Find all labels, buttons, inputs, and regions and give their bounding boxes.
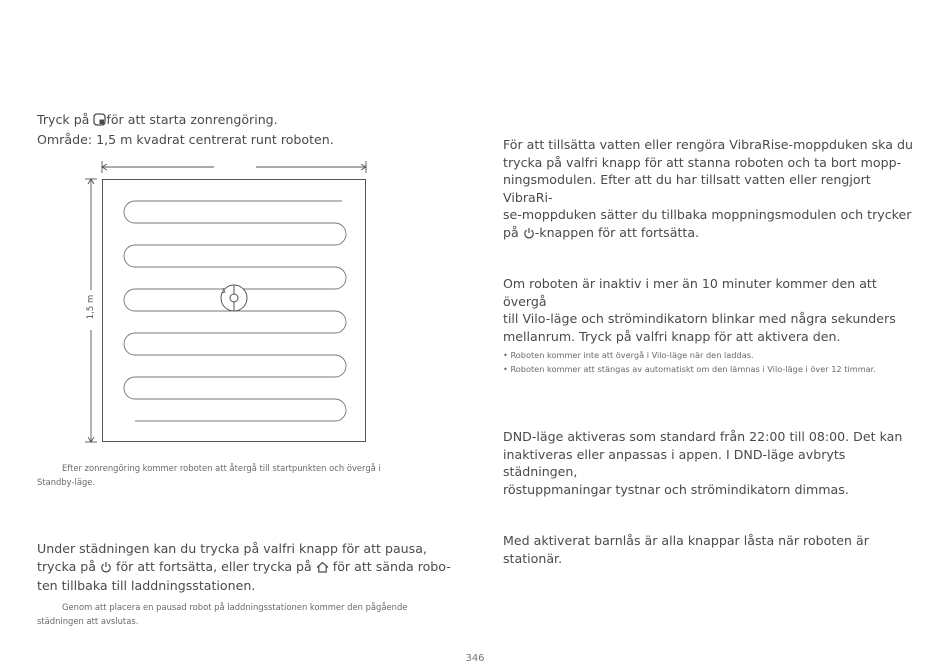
child-lock-paragraph: Med aktiverat barnlås är alla knappar låsta när roboten är stationär. [503, 533, 869, 566]
zone-instruction-line1: Tryck på för att starta zonrengöring. [37, 111, 334, 131]
zone-note: Efter zonrengöring kommer roboten att återgå till startpunkten och övergå i Standby-läge. [37, 463, 381, 487]
home-icon [316, 560, 329, 578]
zone-instruction [37, 111, 334, 148]
zone-cleaning-diagram [80, 155, 380, 450]
page-number: 346 [465, 653, 485, 664]
width-dimension [102, 161, 366, 173]
sleep-mode-paragraph: Om roboten är inaktiv i mer än 10 minuter kommer den att övergå till Vilo-läge och strömindikatorn blinkar med några sekunders mellanrum. Tryck på valfri knapp för att aktivera den. [503, 276, 896, 344]
power-icon [523, 226, 535, 244]
dimension-label: 1,5 m [86, 294, 96, 320]
water-refill-paragraph: För att tillsätta vatten eller rengöra VibraRise-moppduken ska du trycka på valfri knapp för att stanna roboten och ta bort mopp- ningsmodulen. Efter att du har tillsatt vatten eller rengjort VibraRi- se-moppduken sätter du tillbaka moppningsmodulen och trycker på -knappen för att fortsätta. [503, 136, 923, 244]
sleep-mode-notes [503, 348, 923, 376]
dnd-mode-paragraph: DND-läge aktiveras som standard från 22:00 till 08:00. Det kan inaktiveras eller anpassas i appen. I DND-läge avbryts städningen, röstuppmaningar tystnar och strömindikatorn dimmas. [503, 429, 903, 497]
list-item: • Roboten kommer att stängas av automatiskt om den lämnas i Vilo-läge i över 12 timmar. [503, 364, 876, 374]
list-item: • Roboten kommer inte att övergå i Vilo-läge när den laddas. [503, 350, 754, 360]
robot-icon [221, 285, 247, 311]
pause-instruction: Under städningen kan du trycka på valfri knapp för att pausa, trycka på för att fortsätta, eller trycka på för att sända robo- ten tillbaka till laddningsstationen. [37, 541, 451, 594]
zone-instruction-line2: Område: 1,5 m kvadrat centrerat runt roboten. [37, 131, 334, 147]
pause-note: Genom att placera en pausad robot på laddningsstationen kommer den pågående städningen att avslutas. [37, 602, 408, 626]
zone-button-icon [93, 113, 106, 131]
power-icon [100, 560, 112, 578]
